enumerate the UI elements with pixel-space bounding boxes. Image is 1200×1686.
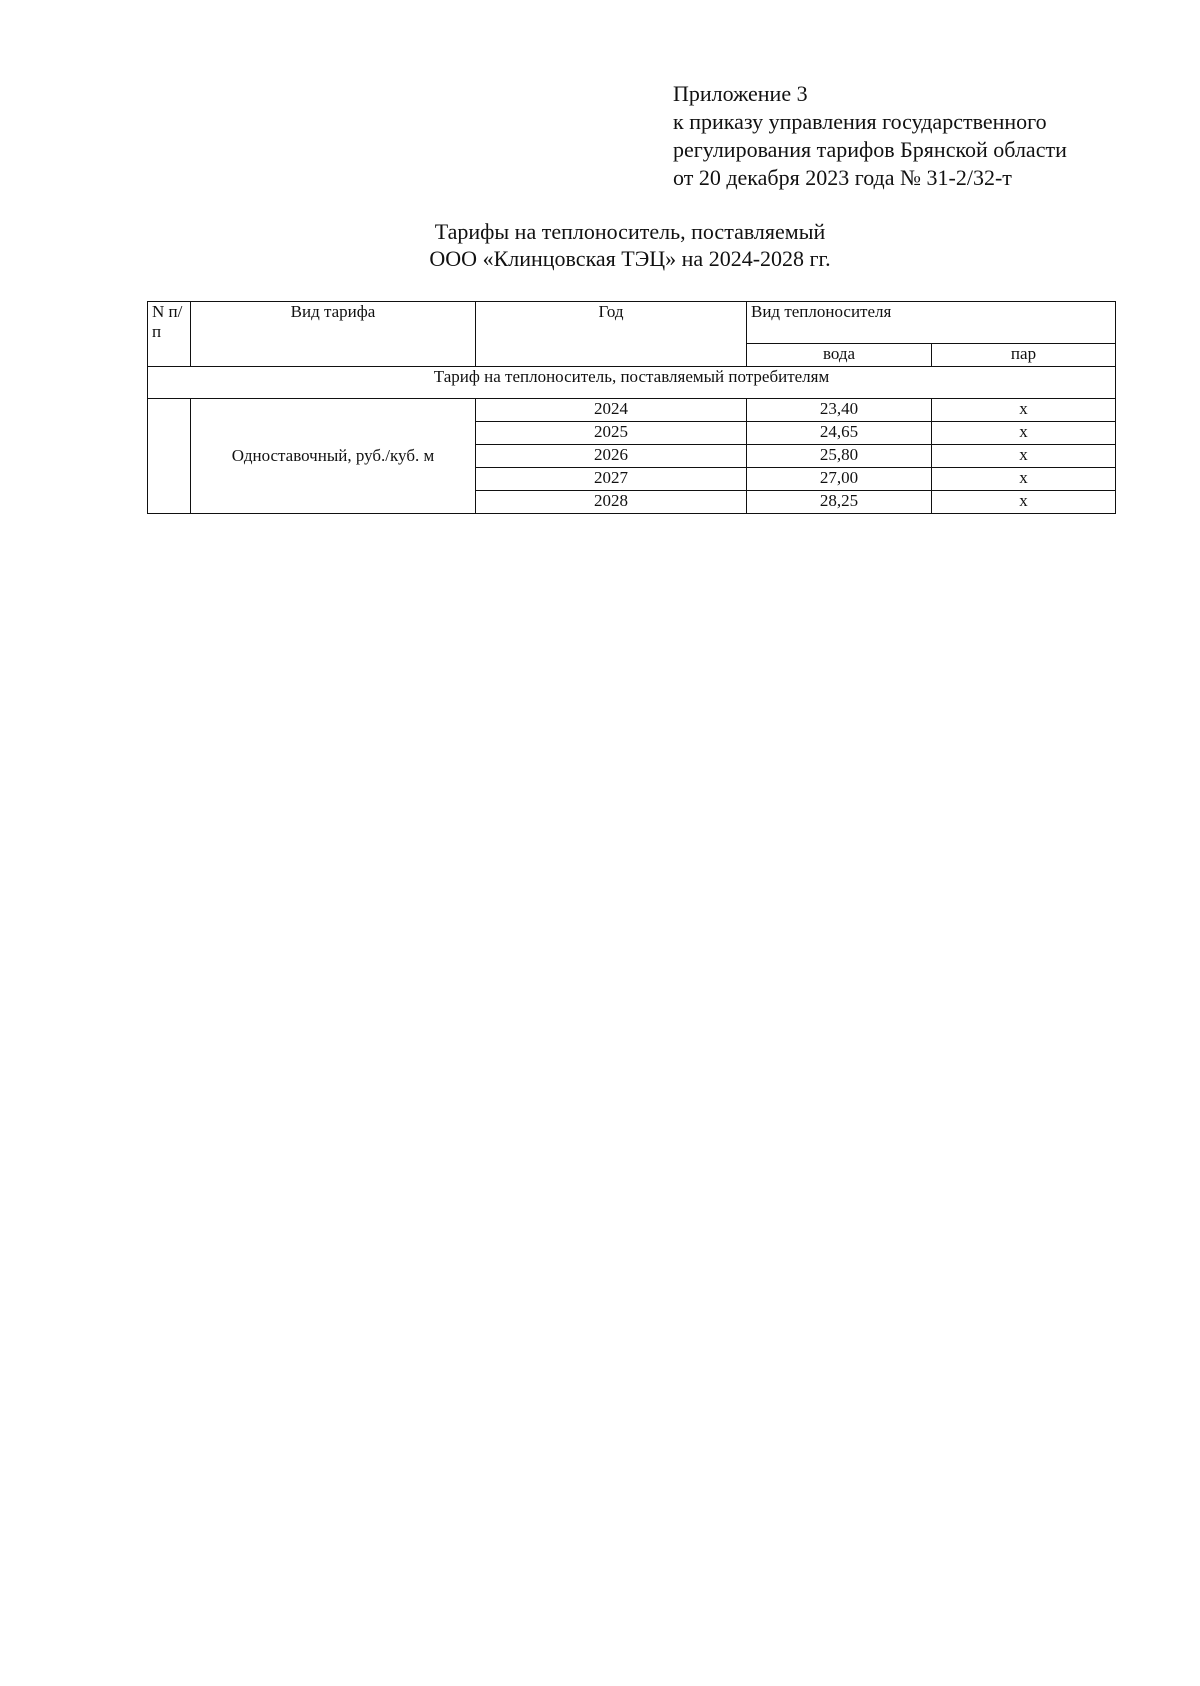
header-year: Год bbox=[476, 302, 747, 367]
header-tariff-type: Вид тарифа bbox=[191, 302, 476, 367]
header-water: вода bbox=[747, 343, 932, 366]
water-cell: 27,00 bbox=[747, 468, 932, 491]
header-steam: пар bbox=[932, 343, 1116, 366]
tariff-name-cell: Одноставочный, руб./куб. м bbox=[191, 399, 476, 514]
header-num: N п/п bbox=[148, 302, 191, 367]
steam-cell: x bbox=[932, 445, 1116, 468]
document-title bbox=[300, 218, 960, 272]
appendix-date-line: от 20 декабря 2023 года № 31-2/32-т bbox=[673, 165, 1012, 190]
steam-cell: x bbox=[932, 399, 1116, 422]
appendix-number: Приложение 3 bbox=[673, 81, 808, 106]
year-cell: 2024 bbox=[476, 399, 747, 422]
year-cell: 2025 bbox=[476, 422, 747, 445]
row-number-cell bbox=[148, 399, 191, 514]
section-row bbox=[148, 367, 1116, 399]
steam-cell: x bbox=[932, 491, 1116, 514]
water-cell: 23,40 bbox=[747, 399, 932, 422]
water-cell: 24,65 bbox=[747, 422, 932, 445]
water-cell: 25,80 bbox=[747, 445, 932, 468]
header-carrier-type: Вид теплоносителя bbox=[747, 302, 1116, 344]
appendix-order-line: к приказу управления государственного bbox=[673, 109, 1047, 134]
year-cell: 2028 bbox=[476, 491, 747, 514]
steam-cell: x bbox=[932, 468, 1116, 491]
table-header-row-1 bbox=[148, 302, 1116, 344]
steam-cell: x bbox=[932, 422, 1116, 445]
appendix-reference bbox=[673, 80, 1067, 192]
year-cell: 2026 bbox=[476, 445, 747, 468]
title-line-2: ООО «Клинцовская ТЭЦ» на 2024-2028 гг. bbox=[429, 246, 831, 271]
section-label: Тариф на теплоноситель, поставляемый потребителям bbox=[148, 367, 1116, 399]
water-cell: 28,25 bbox=[747, 491, 932, 514]
title-line-1: Тарифы на теплоноситель, поставляемый bbox=[434, 219, 826, 244]
table-row bbox=[148, 399, 1116, 422]
year-cell: 2027 bbox=[476, 468, 747, 491]
tariff-table bbox=[147, 301, 1116, 514]
appendix-authority-line: регулирования тарифов Брянской области bbox=[673, 137, 1067, 162]
